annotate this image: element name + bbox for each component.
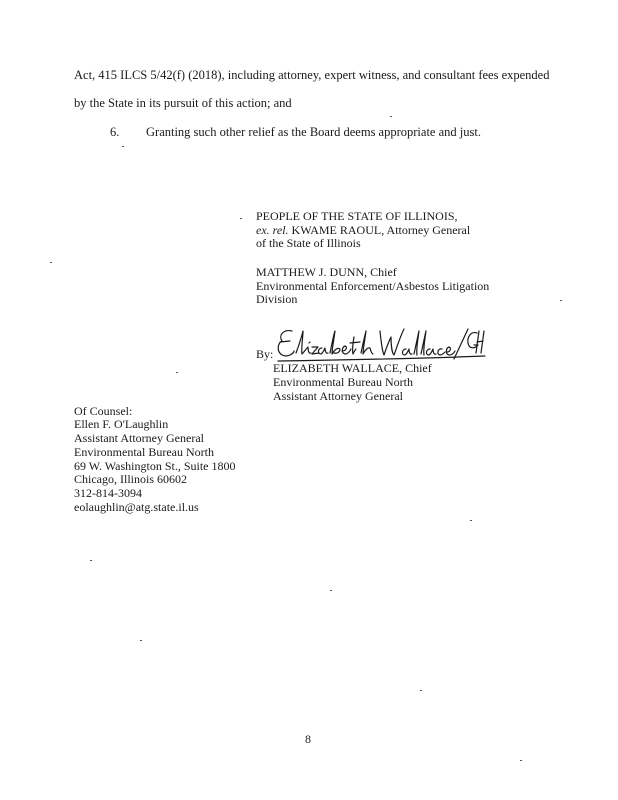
counsel-line: Assistant Attorney General [74,431,204,445]
page-number: 8 [305,732,311,746]
chief-title-line-1: Environmental Enforcement/Asbestos Litigation [256,279,490,293]
scan-speck [50,262,52,263]
scan-speck [140,640,142,641]
counsel-line: Ellen F. O'Laughlin [74,417,169,431]
counsel-line: Chicago, Illinois 60602 [74,472,187,486]
chief-name: MATTHEW J. DUNN, Chief [256,265,397,279]
state-line: of the State of Illinois [256,236,361,250]
signer-title-line-1: Environmental Bureau North [273,375,413,389]
counsel-email: eolaughlin@atg.state.il.us [74,500,199,514]
party-name: PEOPLE OF THE STATE OF ILLINOIS, [256,209,458,223]
counsel-line: Environmental Bureau North [74,445,214,459]
body-line-1: Act, 415 ILCS 5/42(f) (2018), including attorney, expert witness, and consultant fees expended [74,68,550,82]
signer-name: ELIZABETH WALLACE, Chief [273,361,432,375]
scan-speck [470,520,472,521]
item-text: Granting such other relief as the Board deems appropriate and just. [146,125,481,139]
chief-title-line-2: Division [256,292,298,306]
of-counsel-label: Of Counsel: [74,404,133,418]
ex-rel-label: ex. rel. [256,223,289,237]
scan-speck [90,560,92,561]
attorney-general-line [256,223,470,237]
counsel-line: 312-814-3094 [74,486,142,500]
signer-title-line-2: Assistant Attorney General [273,389,403,403]
counsel-line: 69 W. Washington St., Suite 1800 [74,459,236,473]
scan-speck [420,690,422,691]
handwritten-signature [272,323,487,365]
attorney-general-name: KWAME RAOUL, Attorney General [288,223,471,237]
scan-speck [122,146,124,147]
by-label: By: [256,347,274,361]
scan-speck [330,590,332,591]
scan-speck [240,218,242,219]
scan-speck [176,372,178,373]
scan-speck [520,760,522,761]
scan-speck [390,116,392,117]
scan-speck [560,300,562,301]
item-number: 6. [110,125,120,139]
body-line-2: by the State in its pursuit of this action; and [74,96,292,110]
